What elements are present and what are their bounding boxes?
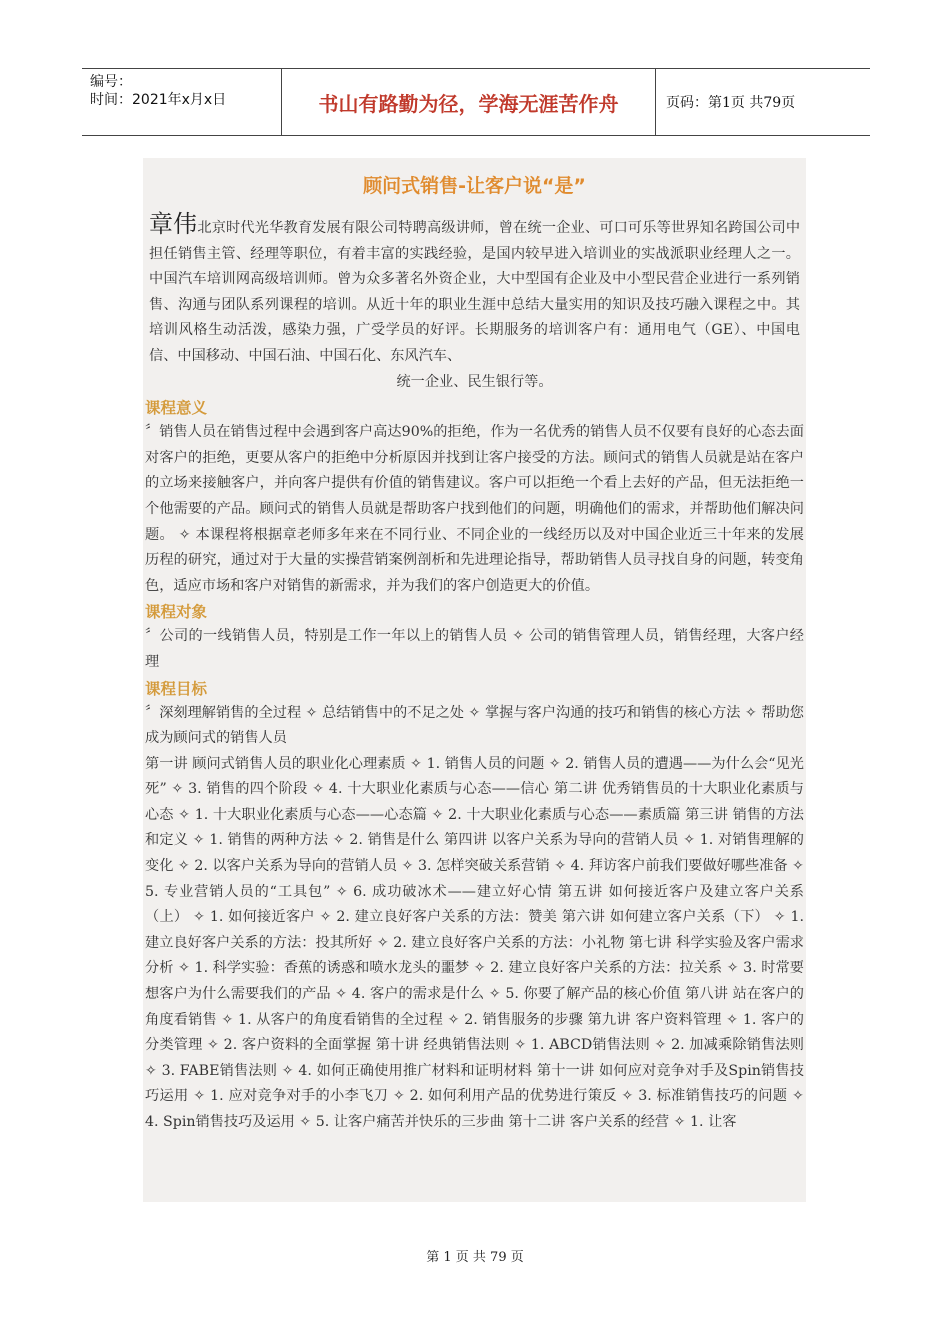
- section-heading-objectives: 课程目标: [145, 679, 208, 698]
- speaker-intro: [145, 212, 804, 395]
- time-label: 时间：2021年x月x日: [90, 92, 227, 108]
- speaker-bio-end: 统一企业、民生银行等。: [396, 373, 553, 390]
- page-header: [82, 68, 870, 136]
- header-motto: 书山有路勤为径，学海无涯苦作舟: [282, 69, 656, 135]
- section-heading-audience: 课程对象: [145, 603, 208, 622]
- number-label: 编号：: [90, 74, 132, 90]
- document-body: [143, 158, 806, 1202]
- speaker-name: 章伟: [149, 210, 198, 238]
- header-meta: [82, 69, 282, 135]
- section-heading-significance: 课程意义: [145, 399, 208, 418]
- document-title: 顾问式销售-让客户说“是”: [363, 175, 586, 197]
- section-text-audience: 〞公司的一线销售人员，特别是工作一年以上的销售人员 ✧ 公司的销售管理人员，销售经理，大客户经理: [145, 628, 804, 670]
- speaker-bio: 北京时代光华教育发展有限公司特聘高级讲师，曾在统一企业、可口可乐等世界知名跨国公司中担任销售主管、经理等职位，有着丰富的实践经验，是国内较早进入培训业的实战派职业经理人之一。中国汽车培训网高级培训师。曾为众多著名外资企业，大中型国有企业及中小型民营企业进行一系列销售、沟通与团队系列课程的培训。从近十年的职业生涯中总结大量实用的知识及技巧融入课程之中。其培训风格生动活泼，感染力强，广受学员的好评。长期服务的培训客户有：通用电气（GE）、中国电信、中国移动、中国石油、中国石化、东风汽车、: [149, 220, 801, 364]
- page-footer: 第 1 页 共 79 页: [426, 1250, 524, 1265]
- section-text-objectives: 〞深刻理解销售的全过程 ✧ 总结销售中的不足之处 ✧ 掌握与客户沟通的技巧和销售的核心方法 ✧ 帮助您成为顾问式的销售人员: [145, 704, 804, 747]
- section-text-significance: 〞销售人员在销售过程中会遇到客户高达90%的拒绝，作为一名优秀的销售人员不仅要有良好的心态去面对客户的拒绝，更要从客户的拒绝中分析原因并找到让客户接受的方法。顾问式的销售人员就是站在客户的立场来接触客户，并向客户提供有价值的销售建议。客户可以拒绝一个看上去好的产品，但无法拒绝一个他需要的产品。顾问式的销售人员就是帮助客户找到他们的问题，明确他们的需求，并帮助他们解决问题。 ✧ 本课程将根据章老师多年来在不同行业、不同企业的一线经历以及对中国企业近三十年来的发展历程的研究，通过对于大量的实操营销案例剖析和先进理论指导，帮助销售人员寻找自身的问题，转变角色，适应市场和客户对销售的新需求，并为我们的客户创造更大的价值。: [145, 424, 804, 594]
- header-page-info: 页码：第1页 共79页: [666, 95, 796, 111]
- course-outline: 第一讲 顾问式销售人员的职业化心理素质 ✧ 1. 销售人员的问题 ✧ 2. 销售人员的遭遇——为什么会“见光死” ✧ 3. 销售的四个阶段 ✧ 4. 十大职业化素质与心态——信心 第二讲 优秀销售员的十大职业化素质与心态 ✧ 1. 十大职业化素质与心态——心态篇 ✧ 2. 十大职业化素质与心态——素质篇 第三讲 销售的方法和定义 ✧ 1. 销售的两种方法 ✧ 2. 销售是什么 第四讲 以客户关系为导向的营销人员 ✧ 1. 对销售理解的变化 ✧ 2. 以客户关系为导向的营销人员 ✧ 3. 怎样突破关系营销 ✧ 4. 拜访客户前我们要做好哪些准备 ✧ 5. 专业营销人员的“工具包” ✧ 6. 成功破冰术——建立好心情 第五讲 如何接近客户及建立客户关系（上） ✧ 1. 如何接近客户 ✧ 2. 建立良好客户关系的方法：赞美 第六讲 如何建立客户关系（下） ✧ 1. 建立良好客户关系的方法：投其所好 ✧ 2. 建立良好客户关系的方法：小礼物 第七讲 科学实验及客户需求分析 ✧ 1. 科学实验：香蕉的诱惑和喷水龙头的噩梦 ✧ 2. 建立良好客户关系的方法：拉关系 ✧ 3. 时常要想客户为什么需要我们的产品 ✧ 4. 客户的需求是什么 ✧ 5. 你要了解产品的核心价值 第八讲 站在客户的角度看销售 ✧ 1. 从客户的角度看销售的全过程 ✧ 2. 销售服务的步骤 第九讲 客户资料管理 ✧ 1. 客户的分类管理 ✧ 2. 客户资料的全面掌握 第十讲 经典销售法则 ✧ 1. ABCD销售法则 ✧ 2. 加减乘除销售法则 ✧ 3. FABE销售法则 ✧ 4. 如何正确使用推广材料和证明材料 第十一讲 如何应对竞争对手及Spin销售技巧运用 ✧ 1. 应对竞争对手的小李飞刀 ✧ 2. 如何利用产品的优势进行策反 ✧ 3. 标准销售技巧的问题 ✧ 4. Spin销售技巧及运用 ✧ 5. 让客户痛苦并快乐的三步曲 第十二讲 客户关系的经营 ✧ 1. 让客: [145, 755, 804, 1130]
